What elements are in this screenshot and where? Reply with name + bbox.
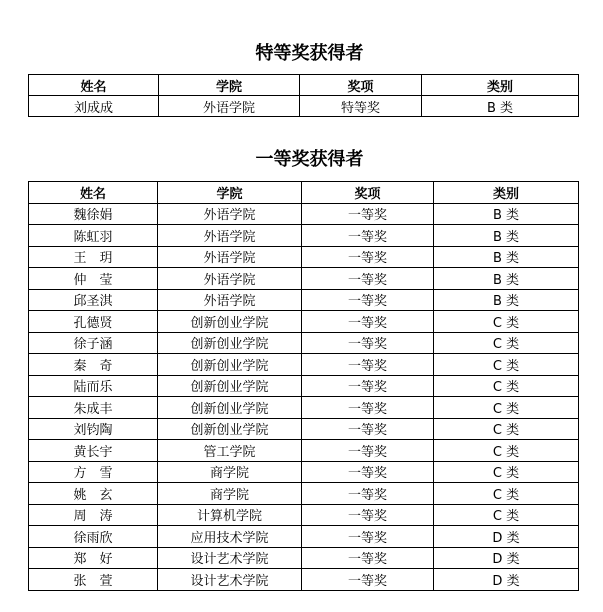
cell-name: 邱圣淇 bbox=[29, 289, 158, 311]
cell-college: 外语学院 bbox=[158, 268, 302, 290]
special-award-title: 特等奖获得者 bbox=[255, 43, 364, 64]
table-row bbox=[29, 483, 579, 505]
header-award: 奖项 bbox=[300, 75, 422, 96]
cell-category: D 类 bbox=[434, 569, 579, 591]
cell-category: B 类 bbox=[434, 246, 579, 268]
cell-college: 外语学院 bbox=[158, 203, 302, 225]
cell-college: 外语学院 bbox=[159, 96, 300, 117]
table-row bbox=[29, 569, 579, 591]
cell-name: 张 萱 bbox=[29, 569, 158, 591]
cell-name: 徐子涵 bbox=[29, 332, 158, 354]
table-row bbox=[29, 311, 579, 333]
cell-award: 一等奖 bbox=[302, 504, 434, 526]
cell-name: 方 雪 bbox=[29, 461, 158, 483]
cell-award: 一等奖 bbox=[302, 332, 434, 354]
cell-college: 外语学院 bbox=[158, 246, 302, 268]
special-award-table bbox=[28, 74, 579, 117]
cell-award: 一等奖 bbox=[302, 289, 434, 311]
cell-category: B 类 bbox=[434, 203, 579, 225]
cell-name: 孔德贤 bbox=[29, 311, 158, 333]
table-row bbox=[29, 375, 579, 397]
table-row bbox=[29, 225, 579, 247]
table-row bbox=[29, 440, 579, 462]
cell-category: C 类 bbox=[434, 504, 579, 526]
cell-award: 一等奖 bbox=[302, 203, 434, 225]
cell-name: 郑 好 bbox=[29, 547, 158, 569]
cell-name: 仲 莹 bbox=[29, 268, 158, 290]
cell-name: 刘钧陶 bbox=[29, 418, 158, 440]
cell-name: 王 玥 bbox=[29, 246, 158, 268]
cell-name: 刘成成 bbox=[29, 96, 159, 117]
cell-category: B 类 bbox=[434, 225, 579, 247]
cell-college: 创新创业学院 bbox=[158, 332, 302, 354]
cell-category: C 类 bbox=[434, 461, 579, 483]
header-college: 学院 bbox=[158, 182, 302, 204]
table-row bbox=[29, 246, 579, 268]
cell-award: 一等奖 bbox=[302, 461, 434, 483]
cell-college: 外语学院 bbox=[158, 289, 302, 311]
cell-college: 创新创业学院 bbox=[158, 418, 302, 440]
table-row bbox=[29, 504, 579, 526]
header-award: 奖项 bbox=[302, 182, 434, 204]
header-name: 姓名 bbox=[29, 182, 158, 204]
table-row bbox=[29, 268, 579, 290]
cell-category: B 类 bbox=[422, 96, 579, 117]
first-award-table bbox=[28, 181, 579, 591]
cell-award: 一等奖 bbox=[302, 268, 434, 290]
cell-category: C 类 bbox=[434, 440, 579, 462]
cell-college: 创新创业学院 bbox=[158, 311, 302, 333]
cell-award: 一等奖 bbox=[302, 547, 434, 569]
cell-name: 黄长宇 bbox=[29, 440, 158, 462]
cell-name: 姚 玄 bbox=[29, 483, 158, 505]
table-row bbox=[29, 418, 579, 440]
table-row bbox=[29, 332, 579, 354]
cell-name: 徐雨欣 bbox=[29, 526, 158, 548]
cell-name: 魏徐娟 bbox=[29, 203, 158, 225]
cell-category: B 类 bbox=[434, 268, 579, 290]
table-header-row bbox=[29, 75, 579, 96]
cell-category: C 类 bbox=[434, 375, 579, 397]
cell-category: B 类 bbox=[434, 289, 579, 311]
cell-category: C 类 bbox=[434, 397, 579, 419]
table-header-row bbox=[29, 182, 579, 204]
cell-category: D 类 bbox=[434, 526, 579, 548]
cell-award: 一等奖 bbox=[302, 483, 434, 505]
cell-category: C 类 bbox=[434, 311, 579, 333]
cell-college: 设计艺术学院 bbox=[158, 547, 302, 569]
cell-college: 管工学院 bbox=[158, 440, 302, 462]
cell-award: 一等奖 bbox=[302, 375, 434, 397]
cell-name: 周 涛 bbox=[29, 504, 158, 526]
table-row bbox=[29, 96, 579, 117]
cell-category: D 类 bbox=[434, 547, 579, 569]
cell-college: 创新创业学院 bbox=[158, 354, 302, 376]
cell-college: 应用技术学院 bbox=[158, 526, 302, 548]
header-college: 学院 bbox=[159, 75, 300, 96]
cell-college: 创新创业学院 bbox=[158, 397, 302, 419]
cell-award: 一等奖 bbox=[302, 354, 434, 376]
table-row bbox=[29, 289, 579, 311]
cell-award: 一等奖 bbox=[302, 311, 434, 333]
table-row bbox=[29, 354, 579, 376]
header-category: 类别 bbox=[434, 182, 579, 204]
cell-award: 一等奖 bbox=[302, 569, 434, 591]
cell-category: C 类 bbox=[434, 354, 579, 376]
cell-award: 一等奖 bbox=[302, 397, 434, 419]
cell-award: 一等奖 bbox=[302, 418, 434, 440]
cell-name: 陈虹羽 bbox=[29, 225, 158, 247]
table-row bbox=[29, 547, 579, 569]
cell-award: 一等奖 bbox=[302, 526, 434, 548]
first-award-title: 一等奖获得者 bbox=[255, 149, 364, 170]
table-row bbox=[29, 397, 579, 419]
cell-category: C 类 bbox=[434, 332, 579, 354]
cell-college: 创新创业学院 bbox=[158, 375, 302, 397]
cell-college: 设计艺术学院 bbox=[158, 569, 302, 591]
cell-college: 商学院 bbox=[158, 461, 302, 483]
header-category: 类别 bbox=[422, 75, 579, 96]
header-name: 姓名 bbox=[29, 75, 159, 96]
cell-category: C 类 bbox=[434, 483, 579, 505]
cell-college: 外语学院 bbox=[158, 225, 302, 247]
cell-name: 陆而乐 bbox=[29, 375, 158, 397]
cell-college: 计算机学院 bbox=[158, 504, 302, 526]
cell-award: 特等奖 bbox=[300, 96, 422, 117]
cell-award: 一等奖 bbox=[302, 246, 434, 268]
cell-college: 商学院 bbox=[158, 483, 302, 505]
cell-name: 朱成丰 bbox=[29, 397, 158, 419]
cell-name: 秦 奇 bbox=[29, 354, 158, 376]
cell-award: 一等奖 bbox=[302, 225, 434, 247]
table-row bbox=[29, 461, 579, 483]
cell-category: C 类 bbox=[434, 418, 579, 440]
table-row bbox=[29, 526, 579, 548]
cell-award: 一等奖 bbox=[302, 440, 434, 462]
table-row bbox=[29, 203, 579, 225]
